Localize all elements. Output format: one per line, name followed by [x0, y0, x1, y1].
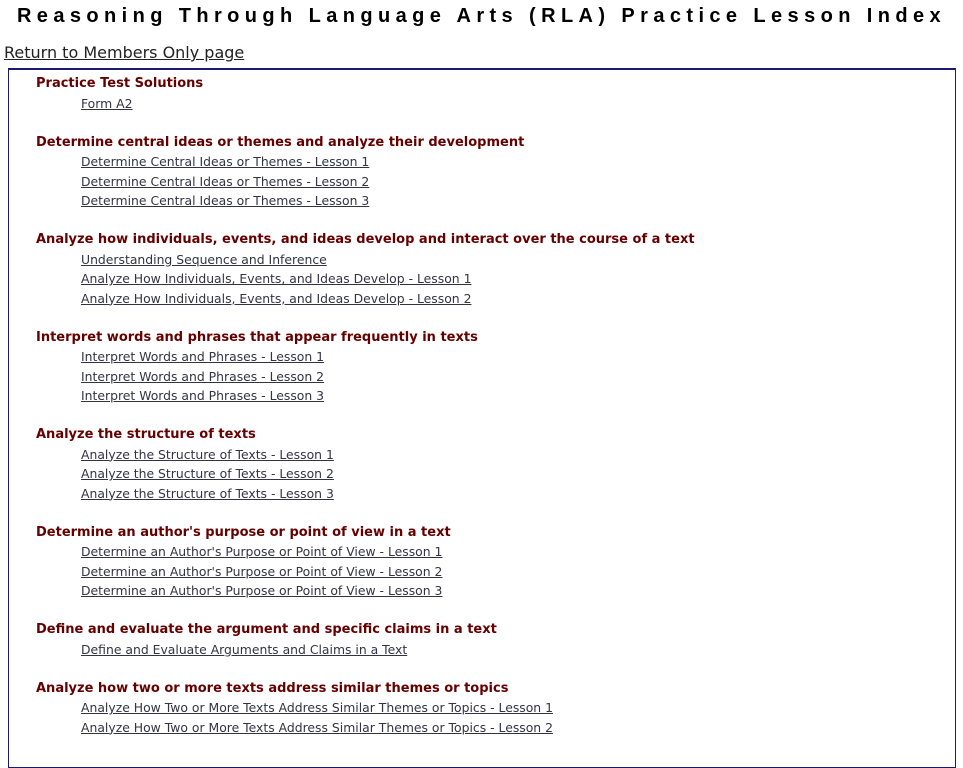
lesson-section: [9, 133, 955, 211]
lesson-section: [9, 523, 955, 601]
lesson-link[interactable]: Analyze the Structure of Texts - Lesson 1: [81, 446, 334, 462]
section-heading: Analyze how individuals, events, and ideas develop and interact over the course of a text: [36, 232, 695, 247]
lesson-link[interactable]: Determine an Author's Purpose or Point of View - Lesson 1: [81, 544, 443, 559]
lesson-link[interactable]: Analyze How Two or More Texts Address Similar Themes or Topics - Lesson 2: [81, 719, 553, 735]
lesson-link[interactable]: Determine Central Ideas or Themes - Lesson 3: [81, 193, 370, 208]
section-heading: Analyze how two or more texts address similar themes or topics: [36, 680, 509, 696]
lesson-link[interactable]: Determine Central Ideas or Themes - Lesson 2: [81, 173, 370, 189]
lesson-link[interactable]: Interpret Words and Phrases - Lesson 3: [81, 388, 325, 403]
page-title: Reasoning Through Language Arts (RLA) Practice Lesson Index: [16, 5, 947, 27]
lesson-link[interactable]: Understanding Sequence and Inference: [81, 251, 327, 267]
lesson-section: [9, 679, 955, 738]
lesson-link[interactable]: Analyze How Individuals, Events, and Ideas Develop - Lesson 1: [81, 271, 472, 286]
lesson-link[interactable]: Analyze How Two or More Texts Address Similar Themes or Topics - Lesson 1: [81, 700, 553, 715]
lesson-section: [9, 230, 955, 308]
lesson-link[interactable]: Determine an Author's Purpose or Point of View - Lesson 3: [81, 583, 443, 598]
lesson-section: [9, 425, 955, 503]
lesson-sections: [9, 70, 955, 737]
lesson-link[interactable]: Analyze the Structure of Texts - Lesson 3: [81, 485, 334, 501]
lesson-link[interactable]: Determine Central Ideas or Themes - Lesson 1: [81, 154, 370, 169]
lesson-link[interactable]: Analyze How Individuals, Events, and Ideas Develop - Lesson 2: [81, 290, 472, 306]
lesson-link[interactable]: Determine an Author's Purpose or Point of View - Lesson 2: [81, 563, 443, 579]
lesson-section: [9, 74, 955, 113]
return-to-members-link[interactable]: Return to Members Only page: [4, 43, 245, 62]
section-heading: Determine central ideas or themes and analyze their development: [36, 134, 525, 150]
section-heading: Practice Test Solutions: [36, 76, 204, 91]
lesson-index-panel: [8, 68, 956, 768]
lesson-link[interactable]: Define and Evaluate Arguments and Claims in a Text: [81, 641, 408, 657]
lesson-section: [9, 328, 955, 406]
section-heading: Determine an author's purpose or point of view in a text: [36, 524, 451, 540]
lesson-link[interactable]: Interpret Words and Phrases - Lesson 1: [81, 349, 325, 364]
lesson-link[interactable]: Form A2: [81, 95, 133, 111]
section-heading: Analyze the structure of texts: [36, 427, 256, 442]
lesson-link[interactable]: Interpret Words and Phrases - Lesson 2: [81, 368, 325, 384]
section-heading: Interpret words and phrases that appear frequently in texts: [36, 329, 478, 345]
lesson-link[interactable]: Analyze the Structure of Texts - Lesson 2: [81, 466, 334, 481]
section-heading: Define and evaluate the argument and specific claims in a text: [36, 622, 497, 637]
lesson-section: [9, 620, 955, 659]
